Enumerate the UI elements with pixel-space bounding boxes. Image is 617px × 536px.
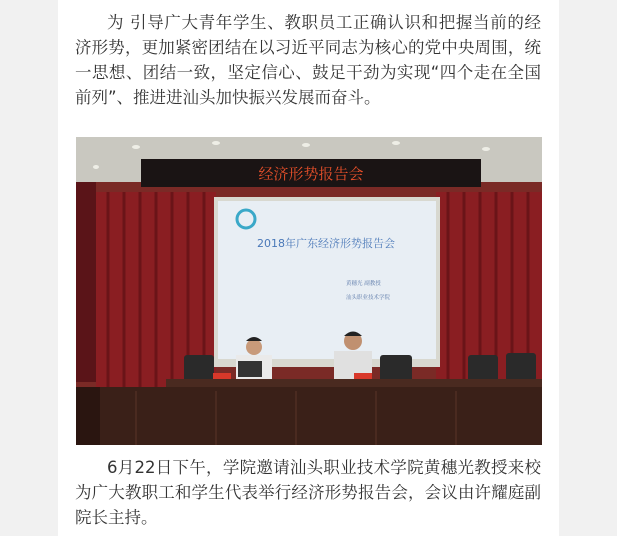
curtain-edge-left — [76, 182, 96, 382]
stage-front — [76, 387, 542, 445]
name-card-right — [354, 373, 372, 379]
stage-corner-left — [76, 387, 100, 445]
slide — [218, 201, 436, 359]
name-card-left — [213, 373, 231, 379]
banner-text: 经济形势报告会 — [258, 165, 364, 183]
article-page — [58, 0, 559, 536]
laptop — [238, 361, 262, 377]
slide-speaker: 黄穗光 副教授 — [346, 281, 381, 287]
caption-paragraph: 6月22日下午，学院邀请汕头职业技术学院黄穗光教授来校为广大教职工和学生代表举行经济形势报告会，会议由许耀庭副院长主持。 — [75, 458, 541, 527]
meeting-photo-scene — [76, 137, 542, 445]
slide-org: 汕头职业技术学院 — [346, 295, 391, 301]
slide-title: 2018年广东经济形势报告会 — [257, 237, 395, 250]
meeting-photo — [76, 137, 542, 445]
intro-paragraph: 为 引导广大青年学生、教职员工正确认识和把握当前的经济形势，更加紧密团结在以习近平同志为核心的党中央周围，统一思想、团结一致，坚定信心、鼓足干劲为实现“四个走在全国前列”、推进进汕头加快振兴发展而奋斗。 — [75, 13, 541, 107]
